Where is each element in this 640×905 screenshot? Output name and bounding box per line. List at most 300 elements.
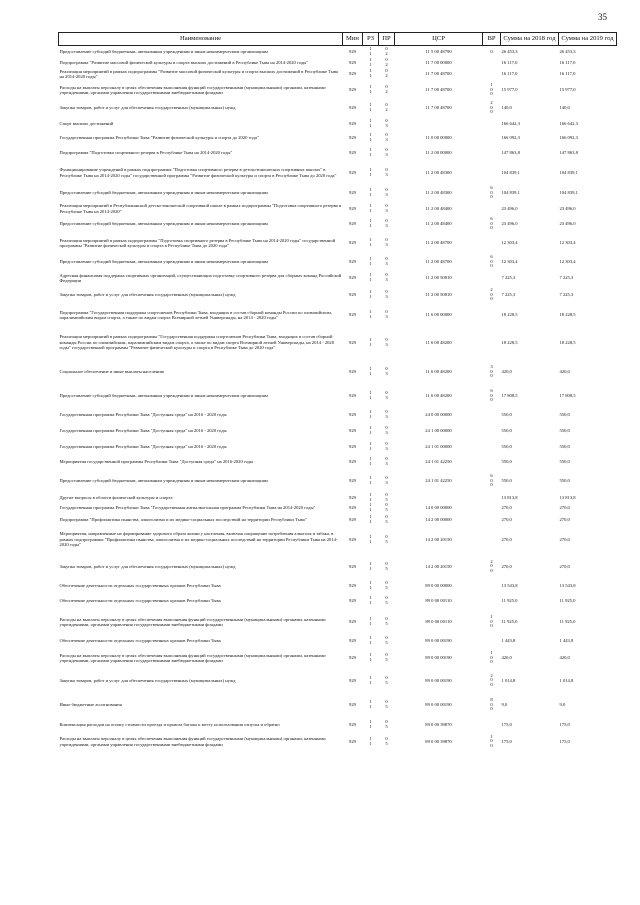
table-row — [59, 286, 617, 305]
cell-rz: 1 1 — [369, 513, 372, 524]
table-row — [59, 216, 617, 233]
cell-csr: 89 0 00 00190 — [425, 655, 452, 661]
cell-vr — [483, 145, 501, 161]
cell-min: 929 — [349, 87, 356, 93]
header-csr: ЦСР — [395, 33, 483, 46]
cell-sum-2019: 12 303,4 — [559, 259, 576, 265]
table-row — [59, 554, 617, 580]
cell-name: Закупка товаров, работ и услуг для обеспечения государственных (муниципальных) нужд — [59, 292, 236, 298]
cell-sum-2018: 166 642,3 — [501, 120, 520, 126]
cell-pr: 0 5 — [385, 616, 388, 626]
cell-sum-2018: 13 543,8 — [501, 583, 518, 589]
cell-csr: 89 0 00 00190 — [425, 702, 452, 708]
cell-rz: 1 1 — [369, 309, 372, 319]
cell-vr — [483, 326, 501, 360]
cell-csr: 89 0 00 00190 — [425, 677, 452, 683]
cell-rz: 1 1 — [369, 533, 372, 544]
table-row — [59, 526, 617, 554]
cell-csr: 24 1 01 00000 — [425, 443, 452, 449]
cell-pr: 0 5 — [385, 674, 388, 685]
cell-vr — [483, 423, 501, 439]
cell-sum-2019: 1 443,8 — [559, 638, 574, 644]
cell-name: Реализация мероприятий в рамках подпрограммы "Развитие массовой физической культуры и спорта высших достижений в Республике Тыва на 2014-2020 годы" — [59, 68, 338, 79]
cell-min: 929 — [349, 677, 356, 683]
cell-vr — [483, 58, 501, 69]
cell-pr: 0 5 — [385, 699, 388, 709]
cell-sum-2019: 13 543,8 — [559, 583, 576, 589]
cell-sum-2019: 175,0 — [559, 721, 570, 727]
cell-sum-2018: 12 303,4 — [501, 240, 518, 246]
cell-name: Реализация мероприятий в рамках подпрограммы "Государственная поддержка спортсменов Республики Тыва, входящих в состав сборной команды России по олимпийским, паралимпийским видам спорта, а также по видам спорта Всемирной летней Универсиады, на 2014 - 2020 годы" государственной программы "Развитие физической культуры и спорта в Республике Тыва до 2020 года" — [59, 334, 335, 351]
cell-sum-2018: 104 839,1 — [501, 190, 520, 196]
cell-pr: 0 3 — [385, 456, 388, 466]
cell-sum-2018: 18 228,5 — [501, 339, 518, 345]
cell-csr: 11 2 00 48300 — [425, 190, 452, 196]
cell-name: Подпрограмма "Профилактика пьянства, алкоголизма и их медико-социальных последствий на территории Республики Тыва" — [59, 516, 307, 522]
cell-sum-2018: 13 813,8 — [501, 494, 518, 500]
cell-vr: 1 0 0 — [490, 650, 493, 665]
cell-vr: 6 0 0 — [490, 254, 493, 269]
cell-name: Подпрограмма "Развитие массовой физической культуры и спорта высших достижений в Республике Тыва на 2014-2020 годы" — [59, 60, 309, 66]
cell-rz: 1 1 — [369, 272, 372, 282]
cell-sum-2018: 420,0 — [501, 655, 512, 661]
table-row — [59, 233, 617, 254]
cell-vr — [483, 161, 501, 185]
cell-name: Адресная финансовая поддержка спортивных организаций, осуществляющих подготовку спортивного резерва для сборных команд Российской Федерации — [59, 272, 342, 283]
cell-name: Предоставление субсидий бюджетным, автономным учреждениям и иным некоммерческим организациям — [59, 190, 268, 196]
cell-vr: 2 0 0 — [490, 100, 493, 115]
table-row — [59, 69, 617, 80]
cell-csr — [395, 493, 483, 503]
cell-csr: 89 0 00 00110 — [425, 598, 452, 604]
cell-vr — [483, 305, 501, 326]
cell-min: 929 — [349, 459, 356, 465]
cell-name: Государственная программа Республики Тыва "Развитие физической культуры и спорта до 2020 года" — [59, 135, 259, 141]
cell-vr: 6 0 0 — [490, 216, 493, 231]
cell-name: Реализация мероприятий в рамках подпрограммы "Подготовка спортивного резерва в Республике Тыва на 2014-2020 годы" государственной программы "Развитие физической культуры и спорта в Республике Тыва до 2020 года" — [59, 237, 336, 248]
cell-pr: 0 3 — [385, 409, 388, 419]
cell-name: Обеспечение деятельности отдельных государственных органов Республики Тыва — [59, 583, 221, 589]
cell-pr: 0 2 — [385, 57, 388, 67]
cell-pr: 0 3 — [385, 218, 388, 228]
cell-rz: 1 1 — [369, 595, 372, 605]
table-row — [59, 648, 617, 669]
cell-name: Расходы на выплаты персоналу в целях обеспечения выполнения функций государственными (муниципальными) органами, казенными учреждениями, органами управления государственными внебюджетными фондами — [59, 84, 326, 95]
cell-csr: 11 2 00 50810 — [425, 275, 452, 281]
cell-pr: 0 3 — [385, 202, 388, 213]
table-row — [59, 360, 617, 385]
cell-name: Закупка товаров, работ и услуг для обеспечения государственных (муниципальных) нужд — [59, 105, 236, 111]
table-row — [59, 305, 617, 326]
table-row — [59, 593, 617, 610]
table-row — [59, 254, 617, 271]
cell-vr — [483, 271, 501, 286]
cell-vr — [483, 493, 501, 503]
cell-sum-2019: 17 808,5 — [559, 393, 576, 399]
cell-rz: 1 1 — [369, 409, 372, 419]
header-pr: ПР — [379, 33, 395, 46]
page-number: 35 — [598, 12, 607, 22]
cell-sum-2019: 550,0 — [559, 459, 570, 465]
cell-sum-2018: 16 117,0 — [501, 71, 518, 77]
cell-sum-2019: 270,0 — [559, 516, 570, 522]
cell-pr: 0 5 — [385, 533, 388, 544]
cell-sum-2018: 9,0 — [501, 702, 508, 708]
cell-sum-2018: 7 225,3 — [501, 275, 516, 281]
cell-pr: 0 3 — [385, 256, 388, 266]
cell-sum-2019: 13 813,8 — [559, 494, 576, 500]
cell-rz: 1 1 — [369, 166, 372, 177]
cell-sum-2018: 15 977,0 — [501, 87, 518, 93]
cell-sum-2018: 175,0 — [501, 721, 512, 727]
cell-csr: 11 2 00 50810 — [425, 292, 452, 298]
cell-pr: 0 2 — [385, 46, 388, 56]
header-vr: ВР — [483, 33, 501, 46]
cell-csr: 24 1 01 42250 — [425, 478, 452, 484]
cell-csr: 89 0 00 00190 — [425, 638, 452, 644]
table-row — [59, 470, 617, 493]
cell-rz: 1 1 — [369, 146, 372, 157]
cell-vr — [483, 718, 501, 732]
table-row — [59, 423, 617, 439]
cell-pr: 0 5 — [385, 635, 388, 645]
cell-rz: 1 1 — [369, 616, 372, 626]
cell-sum-2019: 166 092,3 — [559, 135, 578, 141]
cell-rz: 1 1 — [369, 57, 372, 67]
cell-vr — [483, 202, 501, 216]
cell-sum-2019: 12 303,4 — [559, 240, 576, 246]
cell-pr: 0 5 — [385, 502, 388, 512]
cell-name: Подпрограмма "Государственная поддержка спортсменов Республики Тыва, входящих в состав сборной команды России по олимпийским, паралимпийским видам спорта, а также по видам спорта Всемирной летней Универсиады, на 2014 - 2020 годы" — [59, 309, 332, 320]
cell-name: Предоставление субсидий бюджетным, автономным учреждениям и иным некоммерческим организациям — [59, 393, 268, 399]
cell-min: 929 — [349, 71, 356, 77]
cell-sum-2019: 11 925,0 — [559, 598, 576, 604]
cell-name: Закупка товаров, работ и услуг для обеспечения государственных (муниципальных) нужд — [59, 563, 236, 569]
cell-csr: 89 0 00 00110 — [425, 619, 452, 625]
cell-rz: 1 1 — [369, 674, 372, 685]
cell-csr: 11 6 00 48200 — [425, 369, 452, 375]
cell-name: Мероприятия, направленные на формирование здорового образа жизни у населения, включая сокращение потребления алкоголя и табака, в рамках подпрограммы "Профилактика пьянства, алкоголизма и их медико-социальных последствий на территории Республики Тыва на 2014-2020 годы" — [59, 531, 338, 548]
cell-name: Мероприятия государственной программы Республики Тыва "Доступная среда" на 2016-2020 годы — [59, 459, 254, 465]
cell-sum-2018: 7 225,3 — [501, 292, 516, 298]
cell-min: 929 — [349, 721, 356, 727]
cell-vr — [483, 580, 501, 593]
cell-min: 929 — [349, 169, 356, 175]
cell-rz: 1 1 — [369, 84, 372, 94]
header-sum-2019: Сумма на 2019 год — [559, 33, 617, 46]
cell-rz: 1 1 — [369, 366, 372, 376]
cell-name: Обеспечение деятельности отдельных государственных органов Республики Тыва — [59, 598, 221, 604]
cell-rz: 1 1 — [369, 336, 372, 347]
cell-vr: 6 0 0 — [490, 185, 493, 200]
cell-sum-2018: 550,0 — [501, 478, 512, 484]
cell-min: 929 — [349, 478, 356, 484]
cell-pr: 0 5 — [385, 735, 388, 746]
cell-min: 929 — [349, 516, 356, 522]
cell-rz: 1 1 — [369, 735, 372, 746]
cell-sum-2019: 270,0 — [559, 505, 570, 511]
cell-pr: 0 3 — [385, 309, 388, 319]
cell-min: 929 — [349, 369, 356, 375]
table-row — [59, 116, 617, 132]
cell-min: 929 — [349, 292, 356, 298]
cell-min: 929 — [349, 412, 356, 418]
cell-csr: 14 2 00 00000 — [425, 516, 452, 522]
cell-sum-2018: 17 808,5 — [501, 393, 518, 399]
cell-sum-2018: 550,0 — [501, 412, 512, 418]
cell-pr: 0 3 — [385, 166, 388, 177]
cell-vr: 3 0 0 — [490, 364, 493, 379]
cell-sum-2019: 7 225,3 — [559, 292, 574, 298]
cell-vr: 6 0 0 — [490, 473, 493, 488]
cell-name: Расходы на выплаты персоналу в целях обеспечения выполнения функций государственными (муниципальными) органами, казенными учреждениями, органами управления государственными внебюджетными фондами — [59, 616, 326, 627]
cell-vr — [483, 116, 501, 132]
cell-min: 929 — [349, 120, 356, 126]
cell-vr: 6 0 0 — [490, 388, 493, 403]
header-name: Наименование — [59, 33, 343, 46]
cell-sum-2019: 11 925,0 — [559, 619, 576, 625]
cell-csr: 11 2 00 48300 — [425, 169, 452, 175]
table-row — [59, 202, 617, 216]
cell-sum-2019: 175,0 — [559, 738, 570, 744]
cell-sum-2019: 16 117,0 — [559, 60, 576, 66]
cell-pr: 0 3 — [385, 475, 388, 485]
table-row — [59, 580, 617, 593]
cell-min: 929 — [349, 149, 356, 155]
cell-pr: 0 3 — [385, 440, 388, 451]
cell-rz: 1 1 — [369, 652, 372, 662]
cell-pr: 0 3 — [385, 424, 388, 435]
cell-vr: 8 0 0 — [490, 697, 493, 712]
cell-pr: 0 5 — [385, 513, 388, 524]
cell-sum-2018: 550,0 — [501, 443, 512, 449]
cell-sum-2018: 1 014,8 — [501, 677, 516, 683]
cell-sum-2019: 7 225,3 — [559, 275, 574, 281]
cell-rz: 1 1 — [369, 256, 372, 266]
cell-name: Закупка товаров, работ и услуг для обеспечения государственных (муниципальных) нужд — [59, 677, 236, 683]
cell-vr — [483, 69, 501, 80]
cell-pr: 0 3 — [385, 336, 388, 347]
cell-rz: 1 1 — [369, 456, 372, 466]
cell-sum-2018: 104 839,1 — [501, 169, 520, 175]
cell-rz: 1 1 — [369, 202, 372, 213]
cell-sum-2019: 104 839,1 — [559, 169, 578, 175]
cell-pr: 0 5 — [385, 718, 388, 729]
table-row — [59, 439, 617, 455]
cell-sum-2019: 23 496,0 — [559, 221, 576, 227]
cell-vr — [483, 503, 501, 514]
cell-vr — [483, 132, 501, 145]
cell-sum-2018: 1 443,8 — [501, 638, 516, 644]
cell-sum-2019: 420,0 — [559, 655, 570, 661]
budget-table — [58, 32, 617, 752]
cell-pr: 0 5 — [385, 492, 388, 502]
cell-sum-2019: 140,0 — [559, 105, 570, 111]
cell-pr: 0 3 — [385, 132, 388, 142]
table-row — [59, 271, 617, 286]
cell-vr: 1 0 0 — [490, 82, 493, 97]
cell-rz: 1 1 — [369, 132, 372, 142]
cell-min: 929 — [349, 275, 356, 281]
table-row — [59, 514, 617, 526]
cell-name: Предоставление субсидий бюджетным, автономным учреждениям и иным некоммерческим организациям — [59, 478, 268, 484]
table-row — [59, 326, 617, 360]
cell-sum-2018: 147 863,8 — [501, 149, 520, 155]
cell-sum-2019: 18 228,5 — [559, 339, 576, 345]
table-row — [59, 101, 617, 116]
cell-min: 929 — [349, 190, 356, 196]
table-row — [59, 161, 617, 185]
cell-csr: 24 1 01 42250 — [425, 459, 452, 465]
table-row — [59, 185, 617, 202]
cell-rz: 1 1 — [369, 492, 372, 502]
cell-csr: 89 0 00 39870 — [425, 721, 452, 727]
cell-pr: 0 2 — [385, 84, 388, 94]
table-row — [59, 693, 617, 718]
cell-rz: 1 1 — [369, 289, 372, 299]
cell-sum-2018: 12 303,4 — [501, 259, 518, 265]
cell-min: 929 — [349, 619, 356, 625]
cell-min: 929 — [349, 221, 356, 227]
cell-csr: 11 6 00 48200 — [425, 393, 452, 399]
cell-vr — [483, 514, 501, 526]
cell-name: Функционирование учреждений в рамках подпрограммы "Подготовка спортивного резерва в детско-юношеских спортивных школах" в Республике Тыва на 2014-2020 годы" государственной программы "Развитие физической культуры и спорта в Республике Тыва до 2020 года" — [59, 167, 337, 178]
cell-pr: 0 3 — [385, 187, 388, 197]
cell-pr: 0 2 — [385, 68, 388, 78]
cell-min: 929 — [349, 105, 356, 111]
cell-pr: 0 3 — [385, 117, 388, 128]
cell-vr — [483, 635, 501, 648]
table-row — [59, 46, 617, 58]
cell-rz: 1 1 — [369, 440, 372, 451]
cell-csr: 11 2 00 00000 — [425, 149, 452, 155]
cell-sum-2019: 550,0 — [559, 443, 570, 449]
table-row — [59, 669, 617, 693]
cell-sum-2018: 166 092,3 — [501, 135, 520, 141]
cell-rz: 1 1 — [369, 424, 372, 435]
header-min: Мин — [343, 33, 363, 46]
cell-pr: 0 5 — [385, 580, 388, 590]
cell-rz: 1 1 — [369, 218, 372, 228]
table-row — [59, 58, 617, 69]
cell-sum-2018: 11 925,0 — [501, 619, 518, 625]
cell-min: 929 — [349, 240, 356, 246]
cell-vr — [483, 593, 501, 610]
cell-csr: 14 2 00 20150 — [425, 536, 452, 542]
cell-rz: 1 1 — [369, 390, 372, 400]
cell-sum-2019: 18 228,5 — [559, 312, 576, 318]
table-row — [59, 493, 617, 503]
cell-vr: 2 0 0 — [490, 672, 493, 687]
cell-name: Государственная программа Республики Тыва "Государственная антиалкогольная программа Республики Тыва на 2014-2020 годы" — [59, 505, 316, 511]
cell-sum-2019: 270,0 — [559, 536, 570, 542]
cell-sum-2018: 270,0 — [501, 563, 512, 569]
cell-name: Реализация мероприятий в Республиканской детско-юношеской спортивной школе в рамках подпрограммы "Подготовка спортивного резерва в Республике Тыва на 2014-2020" — [59, 203, 342, 214]
cell-min: 929 — [349, 494, 356, 500]
table-row — [59, 635, 617, 648]
cell-pr: 0 3 — [385, 272, 388, 282]
cell-min: 929 — [349, 443, 356, 449]
cell-sum-2019: 166 642,3 — [559, 120, 578, 126]
cell-name: Подпрограмма "Подготовка спортивного резерва в Республике Тыва на 2014-2020 годы" — [59, 149, 233, 155]
table-row — [59, 503, 617, 514]
cell-sum-2018: 270,0 — [501, 516, 512, 522]
cell-sum-2018: 23 496,0 — [501, 221, 518, 227]
cell-vr: 2 0 0 — [490, 558, 493, 573]
table-row — [59, 80, 617, 101]
cell-rz: 1 1 — [369, 237, 372, 247]
cell-sum-2018: 420,0 — [501, 369, 512, 375]
cell-min: 929 — [349, 655, 356, 661]
cell-name: Социальное обеспечение и иные выплаты населению — [59, 369, 165, 375]
cell-sum-2019: 9,0 — [559, 702, 566, 708]
cell-vr — [483, 408, 501, 423]
cell-csr: 24 0 00 00000 — [425, 412, 452, 418]
cell-sum-2019: 550,0 — [559, 427, 570, 433]
cell-min: 929 — [349, 598, 356, 604]
cell-sum-2019: 420,0 — [559, 369, 570, 375]
cell-pr: 0 5 — [385, 560, 388, 571]
cell-rz: 1 1 — [369, 475, 372, 485]
cell-vr — [483, 526, 501, 554]
cell-pr: 0 5 — [385, 652, 388, 662]
cell-rz: 1 1 — [369, 46, 372, 56]
cell-min: 929 — [349, 135, 356, 141]
cell-pr: 0 3 — [385, 390, 388, 400]
cell-sum-2018: 270,0 — [501, 505, 512, 511]
cell-name: Другие вопросы в области физической культуры и спорта — [59, 494, 173, 500]
cell-min: 929 — [349, 60, 356, 66]
cell-name: Иные бюджетные ассигнования — [59, 702, 122, 708]
cell-vr — [483, 439, 501, 455]
cell-rz: 1 1 — [369, 68, 372, 78]
table-body — [59, 46, 617, 752]
cell-min: 929 — [349, 563, 356, 569]
cell-sum-2018: 140,0 — [501, 105, 512, 111]
cell-min: 929 — [349, 339, 356, 345]
cell-pr: 0 3 — [385, 237, 388, 247]
cell-name: Предоставление субсидий бюджетным, автономным учреждениям и иным некоммерческим организациям — [59, 259, 268, 265]
cell-csr: 89 0 00 00000 — [425, 583, 452, 589]
cell-csr: 24 1 00 00000 — [425, 427, 452, 433]
cell-rz: 1 1 — [369, 580, 372, 590]
cell-vr — [483, 233, 501, 254]
cell-name: Расходы на выплаты персоналу в целях обеспечения выполнения функций государственными (муниципальными) органами, казенными учреждениями, органами управления государственными внебюджетными фондами — [59, 736, 326, 747]
cell-sum-2019: 147 863,8 — [559, 149, 578, 155]
cell-min: 929 — [349, 738, 356, 744]
cell-sum-2018: 270,0 — [501, 536, 512, 542]
cell-min: 929 — [349, 205, 356, 211]
cell-sum-2018: 11 925,0 — [501, 598, 518, 604]
cell-name: Государственная программа Республики Тыва "Доступная среда" на 2016 - 2020 годы — [59, 443, 227, 449]
cell-min: 929 — [349, 427, 356, 433]
cell-min: 929 — [349, 583, 356, 589]
cell-sum-2018: 550,0 — [501, 427, 512, 433]
cell-csr — [395, 116, 483, 132]
cell-csr: 11 5 00 48790 — [425, 49, 452, 55]
table-row — [59, 385, 617, 408]
cell-csr: 11 2 00 48700 — [425, 259, 452, 265]
cell-sum-2019: 104 839,1 — [559, 190, 578, 196]
cell-min: 929 — [349, 259, 356, 265]
header-rz: РЗ — [363, 33, 379, 46]
cell-min: 929 — [349, 536, 356, 542]
cell-min: 929 — [349, 393, 356, 399]
cell-sum-2019: 1 014,8 — [559, 677, 574, 683]
cell-pr: 0 3 — [385, 146, 388, 157]
cell-name: Спорт высших достижений — [59, 120, 114, 126]
cell-csr: 14 2 00 20150 — [425, 563, 452, 569]
